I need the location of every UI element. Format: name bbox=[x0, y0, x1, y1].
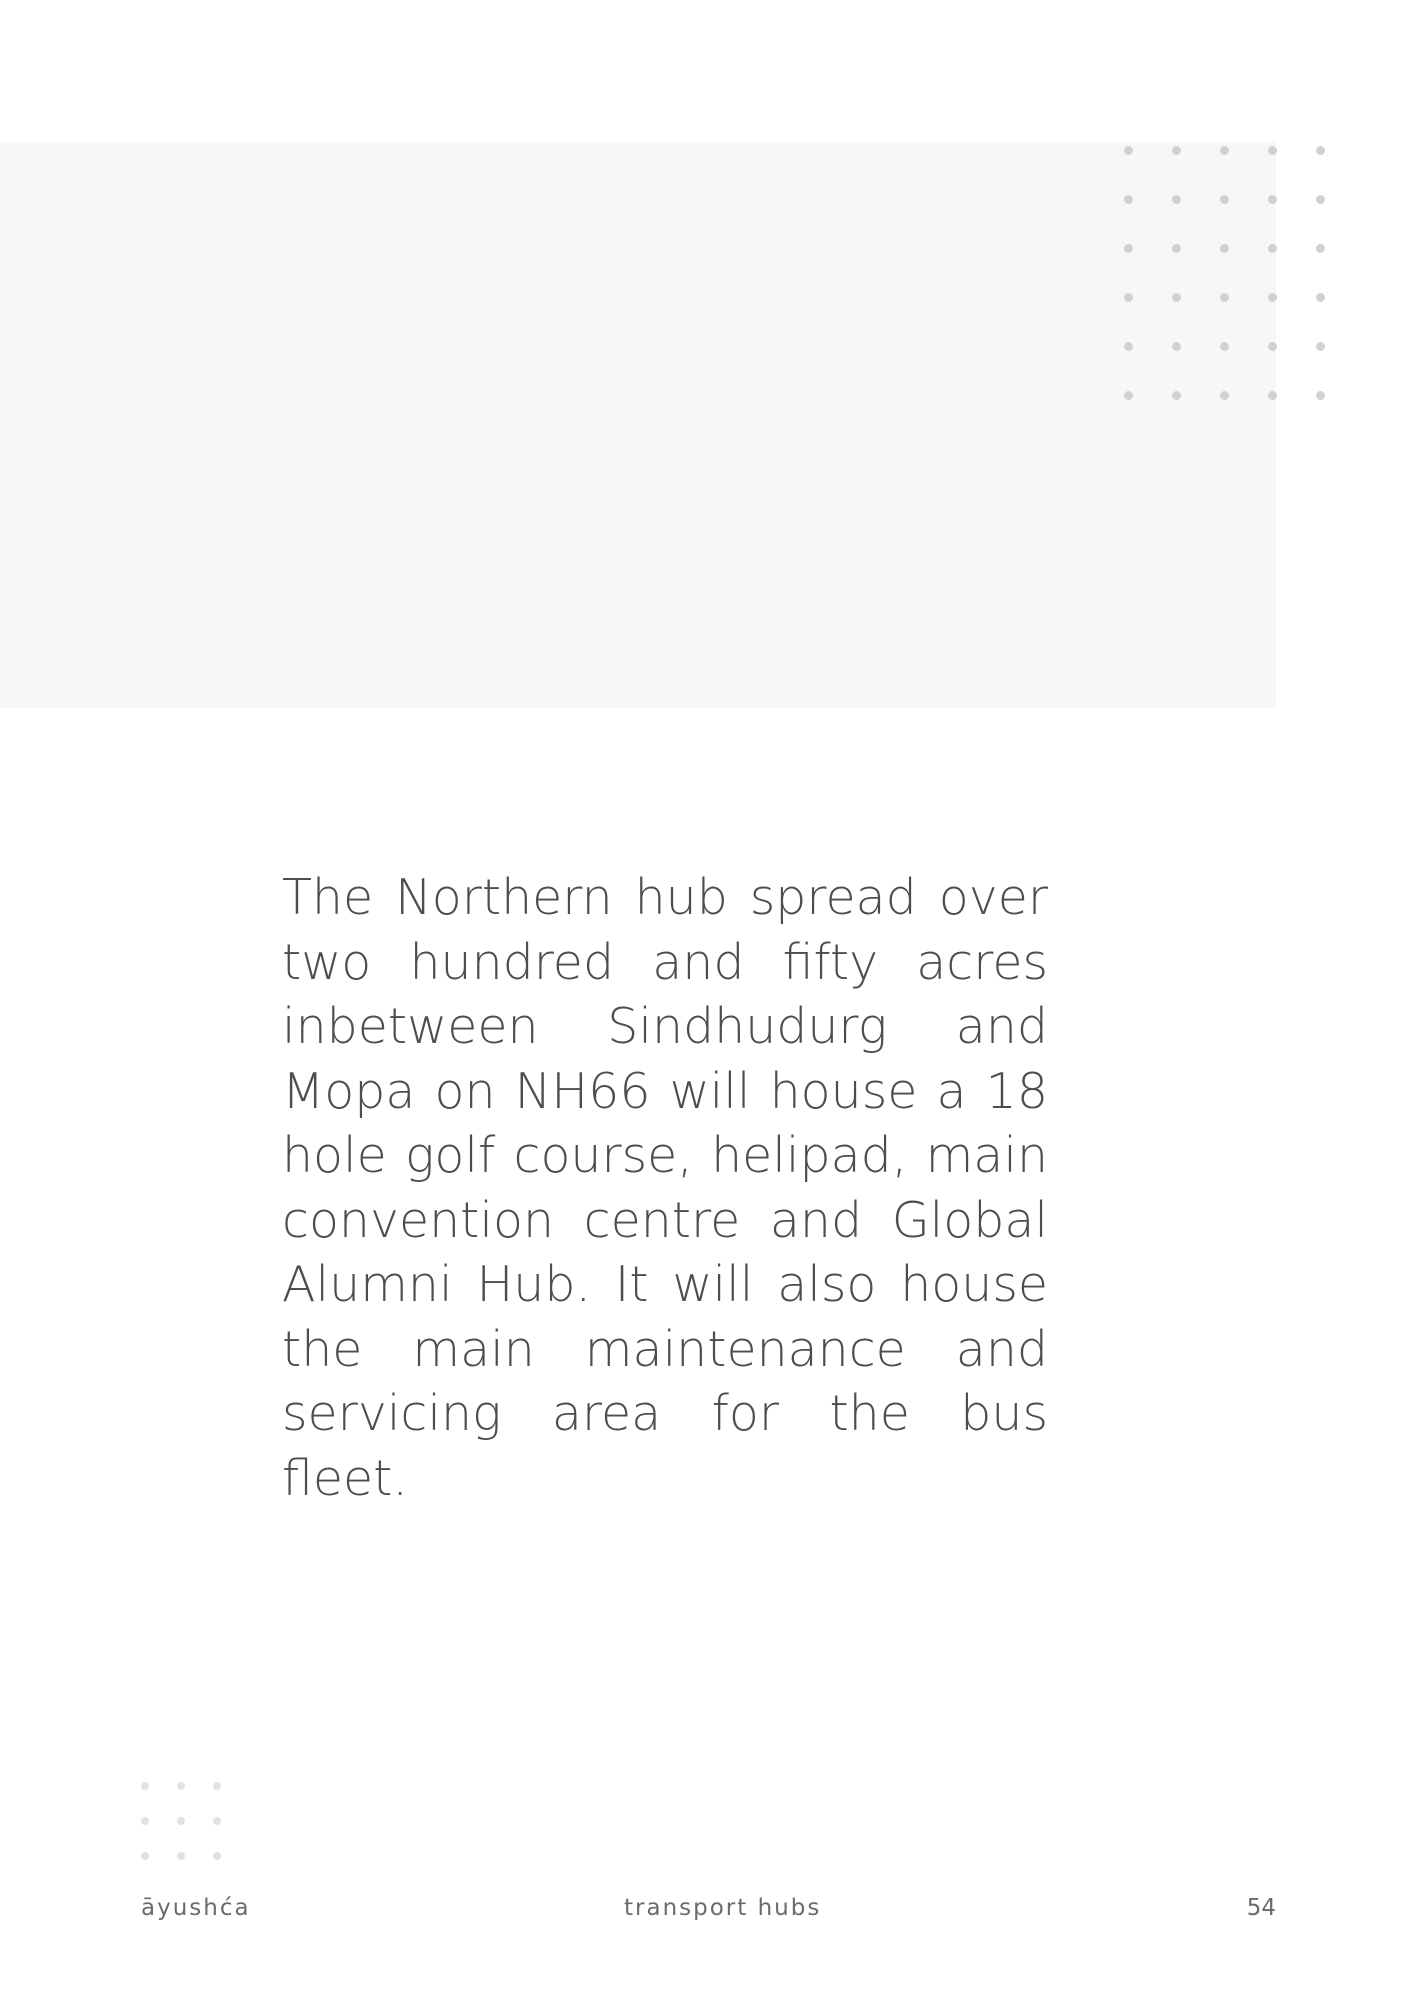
decorative-dot bbox=[1172, 146, 1181, 155]
decorative-dot bbox=[1268, 244, 1277, 253]
decorative-dot bbox=[1172, 342, 1181, 351]
decorative-dot bbox=[1268, 146, 1277, 155]
decorative-dot bbox=[1124, 146, 1133, 155]
body-paragraph: The Northern hub spread over two hundred and fifty acres inbetween Sindhudurg and Mopa on NH66 will house a 18 hole golf course, helipad, main convention centre and Global Alumni Hub. It will also house the main maintenance and servicing area for the bus fleet. bbox=[282, 869, 1048, 1507]
decorative-dot bbox=[1124, 342, 1133, 351]
decorative-dot bbox=[1268, 293, 1277, 302]
decorative-dot bbox=[141, 1852, 149, 1860]
decorative-dot bbox=[1316, 342, 1325, 351]
decorative-dot bbox=[1124, 195, 1133, 204]
decorative-dot-grid-bottom bbox=[141, 1782, 249, 1887]
decorative-dot bbox=[1268, 391, 1277, 400]
decorative-dot bbox=[177, 1852, 185, 1860]
decorative-dot-grid-top bbox=[1124, 146, 1364, 440]
decorative-dot bbox=[141, 1782, 149, 1790]
decorative-dot bbox=[1124, 244, 1133, 253]
decorative-dot bbox=[1220, 293, 1229, 302]
footer-brand: āyushća bbox=[141, 1895, 251, 1921]
decorative-dot bbox=[213, 1852, 221, 1860]
decorative-dot bbox=[1220, 342, 1229, 351]
footer-section-title: transport hubs bbox=[624, 1895, 822, 1921]
decorative-dot bbox=[1316, 244, 1325, 253]
decorative-dot bbox=[1172, 195, 1181, 204]
decorative-dot bbox=[1316, 195, 1325, 204]
decorative-dot bbox=[1316, 146, 1325, 155]
decorative-dot bbox=[1220, 391, 1229, 400]
decorative-dot bbox=[1220, 195, 1229, 204]
decorative-dot bbox=[1172, 293, 1181, 302]
decorative-dot bbox=[141, 1817, 149, 1825]
decorative-dot bbox=[1268, 342, 1277, 351]
decorative-dot bbox=[1124, 391, 1133, 400]
decorative-dot bbox=[1220, 244, 1229, 253]
decorative-dot bbox=[177, 1782, 185, 1790]
decorative-dot bbox=[1268, 195, 1277, 204]
decorative-dot bbox=[213, 1782, 221, 1790]
decorative-dot bbox=[177, 1817, 185, 1825]
decorative-dot bbox=[213, 1817, 221, 1825]
decorative-dot bbox=[1316, 391, 1325, 400]
hero-image-placeholder bbox=[0, 142, 1276, 708]
decorative-dot bbox=[1220, 146, 1229, 155]
decorative-dot bbox=[1124, 293, 1133, 302]
decorative-dot bbox=[1316, 293, 1325, 302]
decorative-dot bbox=[1172, 391, 1181, 400]
page-number: 54 bbox=[1246, 1895, 1276, 1921]
decorative-dot bbox=[1172, 244, 1181, 253]
